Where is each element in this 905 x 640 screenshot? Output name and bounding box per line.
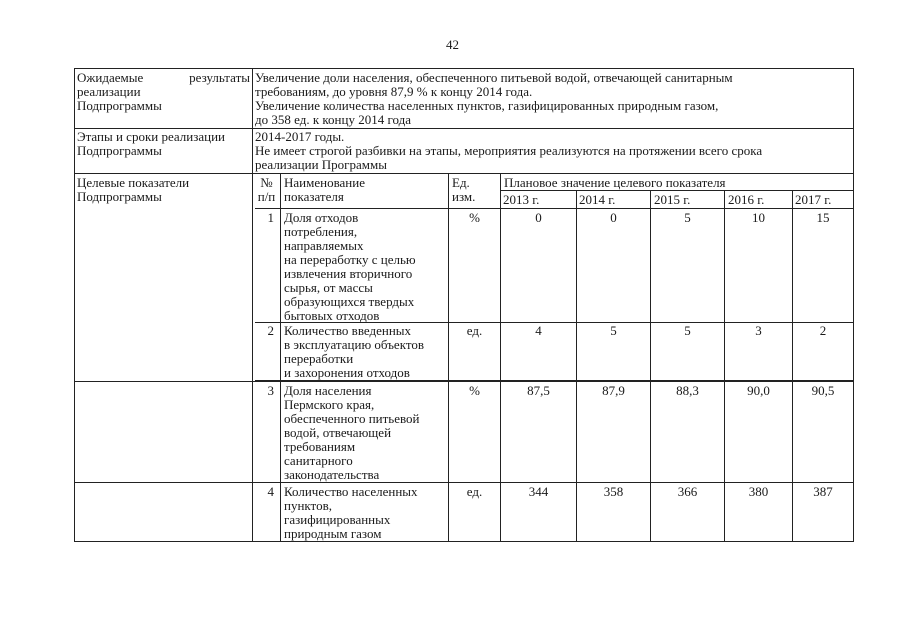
stages-text-line-1: 2014-2017 годы. (255, 129, 345, 144)
stages-label-line-2: Подпрограммы (77, 143, 162, 158)
header-name-line-1: Наименование (284, 175, 365, 190)
stages-label-line-1: Этапы и сроки реализации (77, 129, 225, 144)
table-border-bottom (74, 541, 854, 542)
row-num: 4 (267, 484, 274, 499)
row-value-2015: 5 (684, 210, 691, 225)
row-unit: ед. (466, 323, 483, 338)
row-value-2013: 344 (528, 484, 549, 499)
header-num-line-1: № (260, 175, 273, 190)
row-value-2016: 380 (748, 484, 769, 499)
table-border-left (74, 68, 75, 542)
stages-text-line-3: реализации Программы (255, 157, 387, 172)
row-name-line: образующихся твердых (284, 294, 415, 309)
row-value-2013: 87,5 (527, 383, 550, 398)
row-name-line: на переработку с целью (284, 252, 416, 267)
row-name-line: требованиям (284, 439, 356, 454)
row-name-line: Количество населенных (284, 484, 418, 499)
row-num: 3 (267, 383, 274, 398)
header-unit-line-2: изм. (452, 189, 476, 204)
row-unit: ед. (466, 484, 483, 499)
row-name-line: газифицированных (284, 512, 391, 527)
row-value-2014: 5 (610, 323, 617, 338)
row-value-2014: 87,9 (602, 383, 625, 398)
table-border-top (74, 68, 854, 69)
header-year-2014: 2014 г. (579, 192, 616, 207)
divider-num-name (280, 173, 281, 542)
row-name-line: извлечения вторичного (284, 266, 413, 281)
row-value-2014: 0 (610, 210, 617, 225)
row-num: 1 (267, 210, 274, 225)
targets-label-line-1: Целевые показатели (77, 175, 190, 190)
row-value-2016: 90,0 (747, 383, 770, 398)
divider-stages-targets (74, 173, 854, 174)
header-unit-line-1: Ед. (452, 175, 470, 190)
row-name-line: санитарного (284, 453, 353, 468)
row-value-2016: 3 (755, 323, 762, 338)
header-year-2015: 2015 г. (654, 192, 691, 207)
divider-header (255, 208, 854, 209)
row-name-line: Доля отходов (284, 210, 359, 225)
row-value-2017: 15 (816, 210, 830, 225)
stages-text-line-2: Не имеет строгой разбивки на этапы, мероприятия реализуются на протяжении всего срока (255, 143, 763, 158)
page-number: 42 (446, 37, 459, 52)
row-name-line: в эксплуатацию объектов (284, 337, 424, 352)
row-value-2015: 88,3 (676, 383, 699, 398)
header-year-2013: 2013 г. (503, 192, 540, 207)
row-value-2013: 0 (535, 210, 542, 225)
row-name-line: переработки (284, 351, 354, 366)
row-value-2017: 387 (813, 484, 833, 499)
results-text-line-3: Увеличение количества населенных пунктов, газифицированных природным газом, (255, 98, 719, 113)
results-text-line-1: Увеличение доли населения, обеспеченного питьевой водой, отвечающей санитарным (255, 70, 733, 85)
header-plan-title: Плановое значение целевого показателя (504, 175, 726, 190)
row-name-line: Количество введенных (284, 323, 412, 338)
header-num-line-2: п/п (257, 189, 276, 204)
row-name-line: пунктов, (284, 498, 332, 513)
row-value-2015: 5 (684, 323, 691, 338)
row-value-2016: 10 (752, 210, 765, 225)
table-border-right (853, 68, 854, 542)
header-name-line-2: показателя (284, 189, 344, 204)
results-text-line-2: требованиям, до уровня 87,9 % к концу 2014 года. (255, 84, 533, 99)
results-text-line-4: до 358 ед. к концу 2014 года (255, 112, 411, 127)
row-name-line: природным газом (284, 526, 382, 541)
divider-label-column (252, 68, 253, 542)
row-value-2013: 4 (535, 323, 542, 338)
results-label-word-1: Ожидаемые (77, 70, 144, 85)
row-value-2014: 358 (603, 484, 624, 499)
results-label-word-2: результаты (189, 70, 250, 85)
divider-row-4-full (74, 482, 854, 483)
targets-label-line-2: Подпрограммы (77, 189, 162, 204)
row-num: 2 (267, 323, 274, 338)
results-label-line-3: Подпрограммы (77, 98, 162, 113)
row-name-line: бытовых отходов (284, 308, 380, 323)
row-name-line: обеспеченного питьевой (284, 411, 420, 426)
row-unit: % (469, 383, 480, 398)
row-name-line: сырья, от массы (284, 280, 373, 295)
row-value-2017: 2 (819, 323, 827, 338)
header-year-2017: 2017 г. (795, 192, 832, 207)
row-name-line: Пермского края, (284, 397, 375, 412)
row-name-line: законодательства (284, 467, 380, 482)
divider-row-3-full (74, 381, 854, 382)
row-name-line: Доля населения (284, 383, 372, 398)
row-name-line: водой, отвечающей (284, 425, 392, 440)
header-year-2016: 2016 г. (728, 192, 765, 207)
row-unit: % (469, 210, 480, 225)
divider-plan-title (500, 190, 854, 191)
row-name-line: и захоронения отходов (284, 365, 410, 380)
row-value-2017: 90,5 (811, 383, 835, 398)
row-name-line: потребления, (284, 224, 358, 239)
results-label-line-2: реализации (77, 84, 141, 99)
row-value-2015: 366 (677, 484, 698, 499)
row-name-line: направляемых (284, 238, 364, 253)
